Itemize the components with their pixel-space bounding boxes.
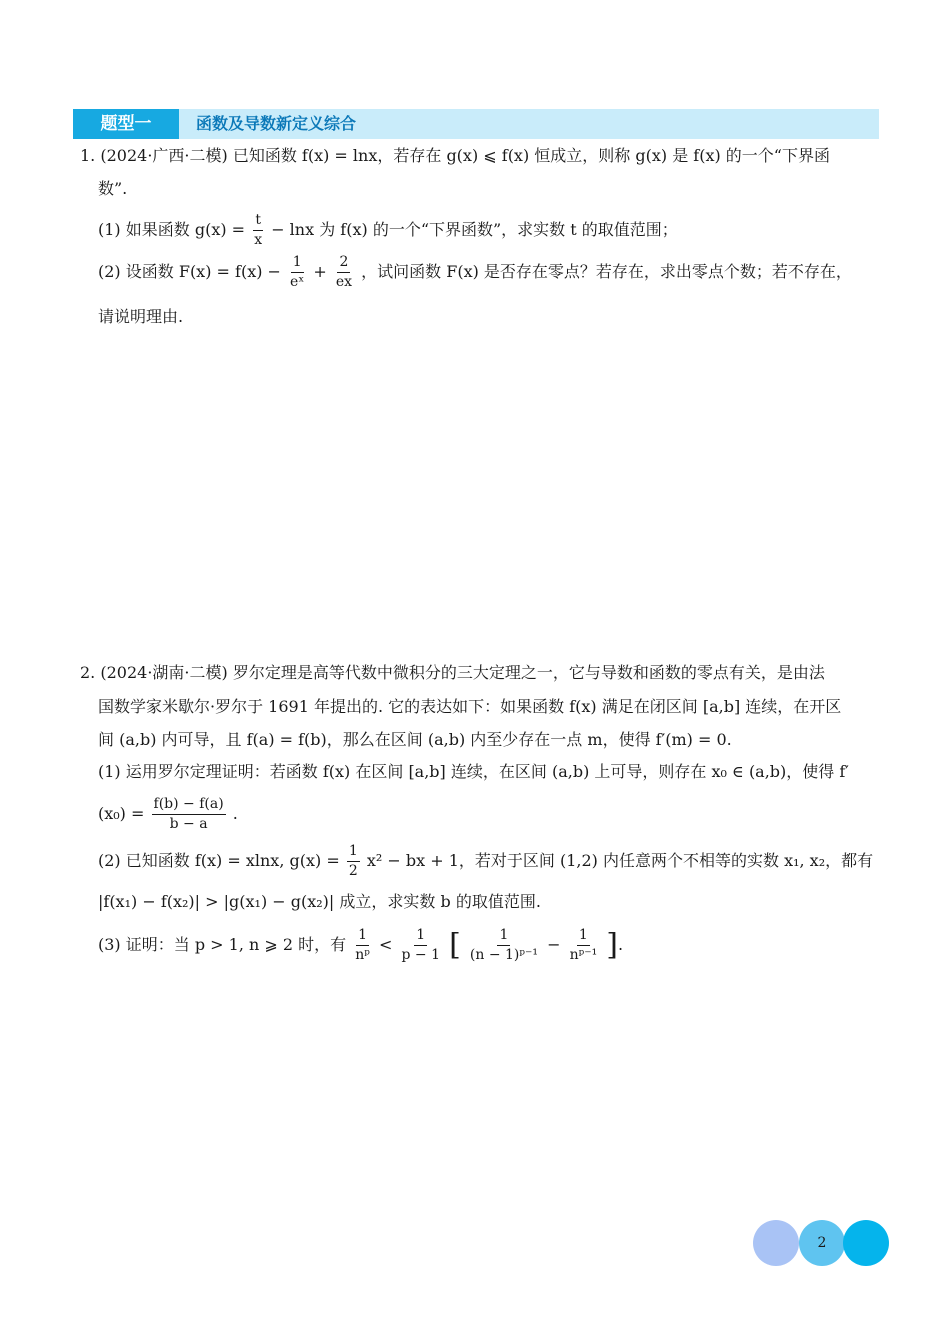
fraction-denominator: nᵖ⁻¹ [569, 947, 598, 963]
fraction-1-over-p-minus-1 [399, 927, 442, 964]
fraction-denominator: ex [335, 274, 353, 290]
part-1-suffix: . [232, 804, 238, 823]
problem-2-part-1-line-2 [98, 796, 238, 833]
part-2-suffix: ，试问函数 F(x) 是否存在零点？若存在，求出零点个数；若不存在， [361, 262, 852, 281]
problem-2-part-2-line-2: |f(x₁) − f(x₂)| > |g(x₁) − g(x₂)| 成立，求实数 b 的取值范围. [98, 892, 541, 911]
fraction-numerator: 1 [414, 927, 427, 946]
fraction-1-over-ex [288, 254, 306, 291]
page-number: 2 [817, 1235, 827, 1251]
part-2-prefix: (2) 设函数 F(x) = f(x) − [98, 262, 281, 281]
fraction-numerator: 1 [497, 927, 510, 946]
fraction-numerator: 1 [291, 254, 304, 273]
problem-2-part-3 [98, 925, 623, 965]
fraction-denominator: x [254, 232, 263, 248]
part-2-prefix: (2) 已知函数 f(x) = xlnx, g(x) = [98, 851, 340, 870]
fraction-1-over-n-minus-1-power [468, 927, 540, 964]
problem-1-part-2-line-2: 请说明理由. [98, 307, 184, 326]
fraction-2-over-ex [334, 254, 354, 291]
less-than-sign: < [378, 935, 393, 954]
fraction-denominator: 2 [348, 863, 358, 879]
plus-sign: + [313, 262, 327, 281]
section-banner [73, 109, 879, 139]
fraction-mean-value [152, 796, 226, 833]
fraction-denominator: (n − 1)ᵖ⁻¹ [469, 947, 538, 963]
minus-sign: − [547, 935, 561, 954]
part-1-prefix: (x₀) = [98, 804, 145, 823]
part-1-prefix: (1) 如果函数 g(x) = [98, 220, 246, 239]
fraction-numerator: f(b) − f(a) [152, 796, 226, 815]
fraction-t-over-x [252, 212, 264, 249]
part-3-prefix: (3) 证明：当 p > 1, n ⩾ 2 时，有 [98, 935, 347, 954]
left-bracket: [ [449, 927, 461, 963]
problem-2-line-3: 间 (a,b) 内可导，且 f(a) = f(b)，那么在区间 (a,b) 内至少存在一点 m，使得 f′(m) = 0. [98, 730, 732, 749]
problem-2-part-1-line-1: (1) 运用罗尔定理证明：若函数 f(x) 在区间 [a,b] 连续，在区间 (a,b) 上可导，则存在 x₀ ∈ (a,b)，使得 f′ [98, 762, 849, 781]
fraction-denominator: eˣ [290, 274, 305, 290]
problem-1-part-2 [98, 254, 852, 291]
problem-1-line-2: 数”. [98, 179, 128, 198]
fraction-numerator: 1 [577, 927, 590, 946]
part-3-period: . [618, 935, 624, 954]
section-tag: 题型一 [73, 109, 179, 139]
fraction-numerator: 1 [356, 927, 369, 946]
part-2-suffix: x² − bx + 1，若对于区间 (1,2) 内任意两个不相等的实数 x₁, x₂，都有 [366, 851, 874, 870]
fraction-numerator: 2 [337, 254, 350, 273]
fraction-numerator: 1 [347, 843, 360, 862]
problem-2-part-2 [98, 843, 873, 880]
fraction-denominator: b − a [169, 816, 208, 832]
problem-2-line-1: 2. (2024·湖南·二模) 罗尔定理是高等代数中微积分的三大定理之一，它与导数和函数的零点有关，是由法 [80, 663, 825, 682]
circle-decoration-right [843, 1220, 889, 1266]
fraction-1-over-n-p [353, 927, 372, 964]
fraction-one-half [347, 843, 360, 880]
problem-2-line-2: 国数学家米歇尔·罗尔于 1691 年提出的. 它的表达如下：如果函数 f(x) 满足在闭区间 [a,b] 连续，在开区 [98, 697, 842, 716]
fraction-1-over-n-power [568, 927, 600, 964]
fraction-denominator: nᵖ [355, 947, 370, 963]
problem-1-line-1: 1. (2024·广西·二模) 已知函数 f(x) = lnx，若存在 g(x) ⩽ f(x) 恒成立，则称 g(x) 是 f(x) 的一个“下界函 [80, 146, 830, 165]
fraction-denominator: p − 1 [401, 947, 440, 963]
right-bracket: ] [606, 927, 619, 963]
part-1-suffix: − lnx 为 f(x) 的一个“下界函数”，求实数 t 的取值范围； [271, 220, 678, 239]
problem-1-part-1 [98, 212, 678, 249]
circle-decoration-left [753, 1220, 799, 1266]
section-title: 函数及导数新定义综合 [196, 114, 357, 133]
fraction-numerator: t [253, 212, 263, 231]
